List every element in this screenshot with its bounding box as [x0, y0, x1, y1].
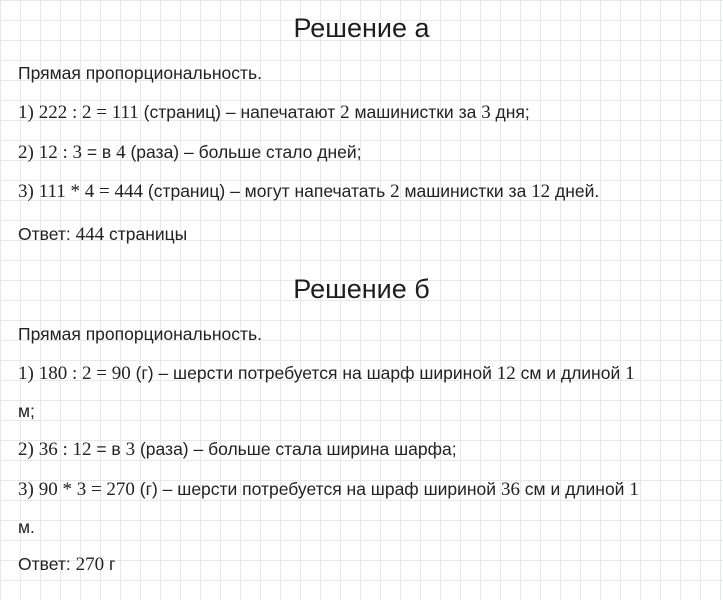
- step-text: (раза) – больше стала ширина шарфа;: [135, 439, 457, 459]
- step-text: = в: [81, 142, 117, 162]
- step-number: 3): [18, 181, 34, 202]
- solution-b-title: Решение б: [293, 274, 430, 304]
- step-number-value: 1: [625, 363, 635, 384]
- solution-b-step-3-continuation: м.: [18, 517, 35, 537]
- answer-value: 270: [75, 554, 105, 575]
- step-expression: 222 : 2 = 111: [38, 102, 139, 123]
- step-text: (раза) – больше стало дней;: [125, 142, 362, 162]
- answer-value: 444: [75, 224, 105, 245]
- step-expression: 180 : 2 = 90: [38, 363, 131, 384]
- step-number-value: 2: [340, 102, 350, 123]
- step-expression: 36 : 12: [38, 439, 92, 460]
- solution-b-step-1-continuation: м;: [18, 401, 35, 421]
- solution-a-step-1: [18, 101, 708, 124]
- step-text: дня;: [490, 102, 530, 122]
- step-number-value: 3: [481, 102, 491, 123]
- solution-b-intro: Прямая пропорциональность.: [18, 324, 262, 344]
- solution-a-step-3: [18, 180, 708, 203]
- solution-b-answer: [18, 553, 708, 576]
- step-number: 2): [18, 142, 34, 163]
- step-text: дней.: [550, 181, 600, 201]
- step-expression: 12 : 3: [38, 142, 82, 163]
- step-expression: 111 * 4 = 444: [38, 181, 144, 202]
- answer-label: Ответ:: [18, 224, 76, 244]
- step-number-value: 12: [531, 181, 551, 202]
- answer-label: Ответ:: [18, 554, 76, 574]
- step-text: (страниц) – могут напечатать: [143, 181, 391, 201]
- solution-b-step-1: [18, 362, 708, 385]
- step-text: (г) – шерсти потребуется на шраф шириной: [134, 479, 501, 499]
- step-text: см и длиной: [519, 479, 630, 499]
- step-text: см и длиной: [515, 363, 626, 383]
- step-text: машинистки за: [399, 181, 532, 201]
- step-text: машинистки за: [349, 102, 482, 122]
- step-number: 1): [18, 102, 34, 123]
- step-number-value: 12: [496, 363, 516, 384]
- step-number-value: 4: [116, 142, 126, 163]
- step-number-value: 2: [390, 181, 400, 202]
- answer-unit: г: [104, 554, 116, 574]
- step-number-value: 1: [629, 479, 639, 500]
- step-expression: 90 * 3 = 270: [38, 479, 135, 500]
- step-text: = в: [91, 439, 126, 459]
- solution-a-intro: Прямая пропорциональность.: [18, 63, 262, 83]
- step-number-value: 3: [125, 439, 136, 460]
- step-number: 3): [18, 479, 34, 500]
- step-number: 1): [18, 363, 34, 384]
- step-number: 2): [18, 439, 34, 460]
- answer-unit: страницы: [104, 224, 188, 244]
- step-text: (страниц) – напечатают: [138, 102, 341, 122]
- solution-b-step-3: [18, 478, 708, 501]
- solution-a-title: Решение а: [293, 13, 430, 43]
- solution-a-step-2: [18, 141, 708, 164]
- solution-a-answer: [18, 223, 708, 246]
- solution-b-step-2: [18, 438, 708, 461]
- step-number-value: 36: [500, 479, 520, 500]
- step-text: (г) – шерсти потребуется на шарф шириной: [130, 363, 497, 383]
